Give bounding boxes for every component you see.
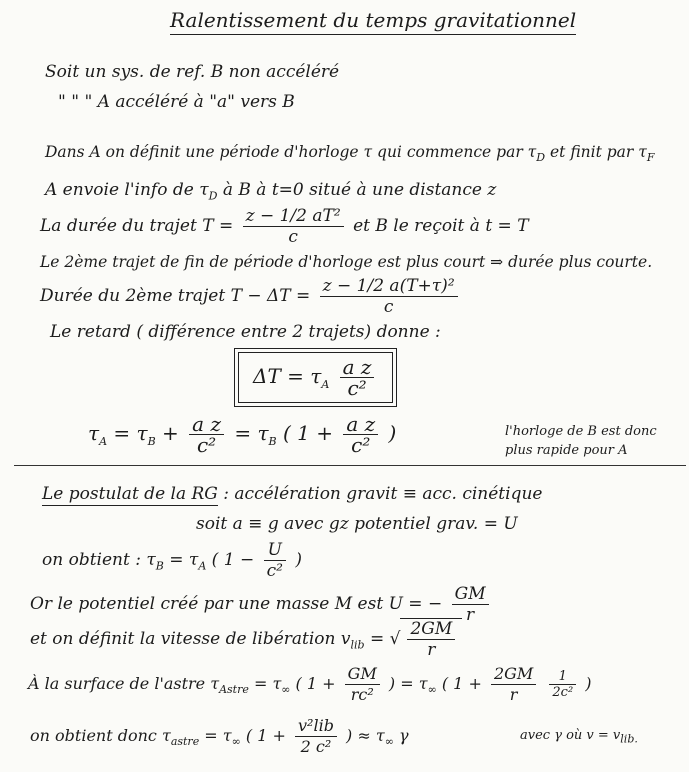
section-divider bbox=[14, 465, 686, 466]
note-clock-faster-1: l'horloge de B est donc bbox=[505, 424, 657, 439]
boxed-result: $\Delta T = \tau_A$ $\frac{\text{a z}}{\text{c²}}$ bbox=[234, 348, 397, 407]
note-clock-faster-2: plus rapide pour A bbox=[505, 443, 628, 458]
note-gamma: avec γ où $v = v_{lib.}$ bbox=[520, 728, 638, 746]
line-send-info: A envoie l'info de $\tau_D$ à B à t=0 situé à une distance z bbox=[45, 180, 497, 203]
line-rg-postulate: Le postulat de la RG : accélération gravit ≡ acc. cinétique bbox=[42, 484, 543, 504]
line-frame-b: Soit un sys. de ref. B non accéléré bbox=[45, 62, 340, 82]
line-frame-a: " " " A accéléré à "a" vers B bbox=[58, 92, 295, 112]
line-delay: Le retard ( différence entre 2 trajets) donne : bbox=[50, 322, 441, 342]
line-travel-duration: La durée du trajet T = $\frac{\text{z − 1/2 aT²}}{c}$ et B le reçoit à t = T bbox=[40, 206, 529, 247]
line-surface-astre: À la surface de l'astre $\tau_{Astre} = \tau_\infty$ ( 1 + $\frac{GM}{\text{rc²}}$ ) = $\tau_\infty$ ( 1 + $\frac{2GM}{r}$ $\frac{1}{\text{2c²}}$ ) bbox=[28, 664, 592, 704]
line-period-definition: Dans A on définit une période d'horloge τ qui commence par $\tau_D$ et finit par $\tau_F$ bbox=[45, 143, 655, 165]
line-final-result: on obtient donc $\tau_{astre} = \tau_\infty$ ( 1 + $\frac{\text{v²lib}}{\text{2 c²}}$ ) ≈ $\tau_\infty$ γ bbox=[30, 716, 409, 756]
line-clock-relation: $\tau_A = \tau_B$ + $\frac{\text{a z}}{\text{c²}}$ = $\tau_B$ ( 1 + $\frac{\text{a z}}{\text{c²}}$ ) bbox=[88, 412, 397, 457]
page-title: Ralentissement du temps gravitationnel bbox=[170, 8, 576, 35]
fraction-second-trip: $\frac{\text{z − 1/2 a(T+τ)²}}{c}$ bbox=[320, 276, 458, 317]
line-second-trip: Le 2ème trajet de fin de période d'horloge est plus court ⇒ durée plus courte. bbox=[40, 253, 653, 271]
line-mass-potential: Or le potentiel créé par une masse M est U = − $\frac{GM}{r}$ bbox=[30, 584, 493, 625]
line-second-duration: Durée du 2ème trajet T − ΔT = $\frac{\text{z − 1/2 a(T+τ)²}}{c}$ bbox=[40, 276, 462, 317]
line-escape-velocity: et on définit la vitesse de libération $v_{lib}$ = √ $\frac{2GM}{r}$ bbox=[30, 618, 462, 660]
fraction-travel: $\frac{\text{z − 1/2 aT²}}{c}$ bbox=[243, 206, 344, 247]
line-obtain-tau-b: on obtient : $\tau_B = \tau_A$ ( 1 − $\frac{U}{\text{c²}}$ ) bbox=[42, 540, 302, 581]
line-potential: soit a ≡ g avec gz potentiel grav. = U bbox=[196, 514, 518, 534]
